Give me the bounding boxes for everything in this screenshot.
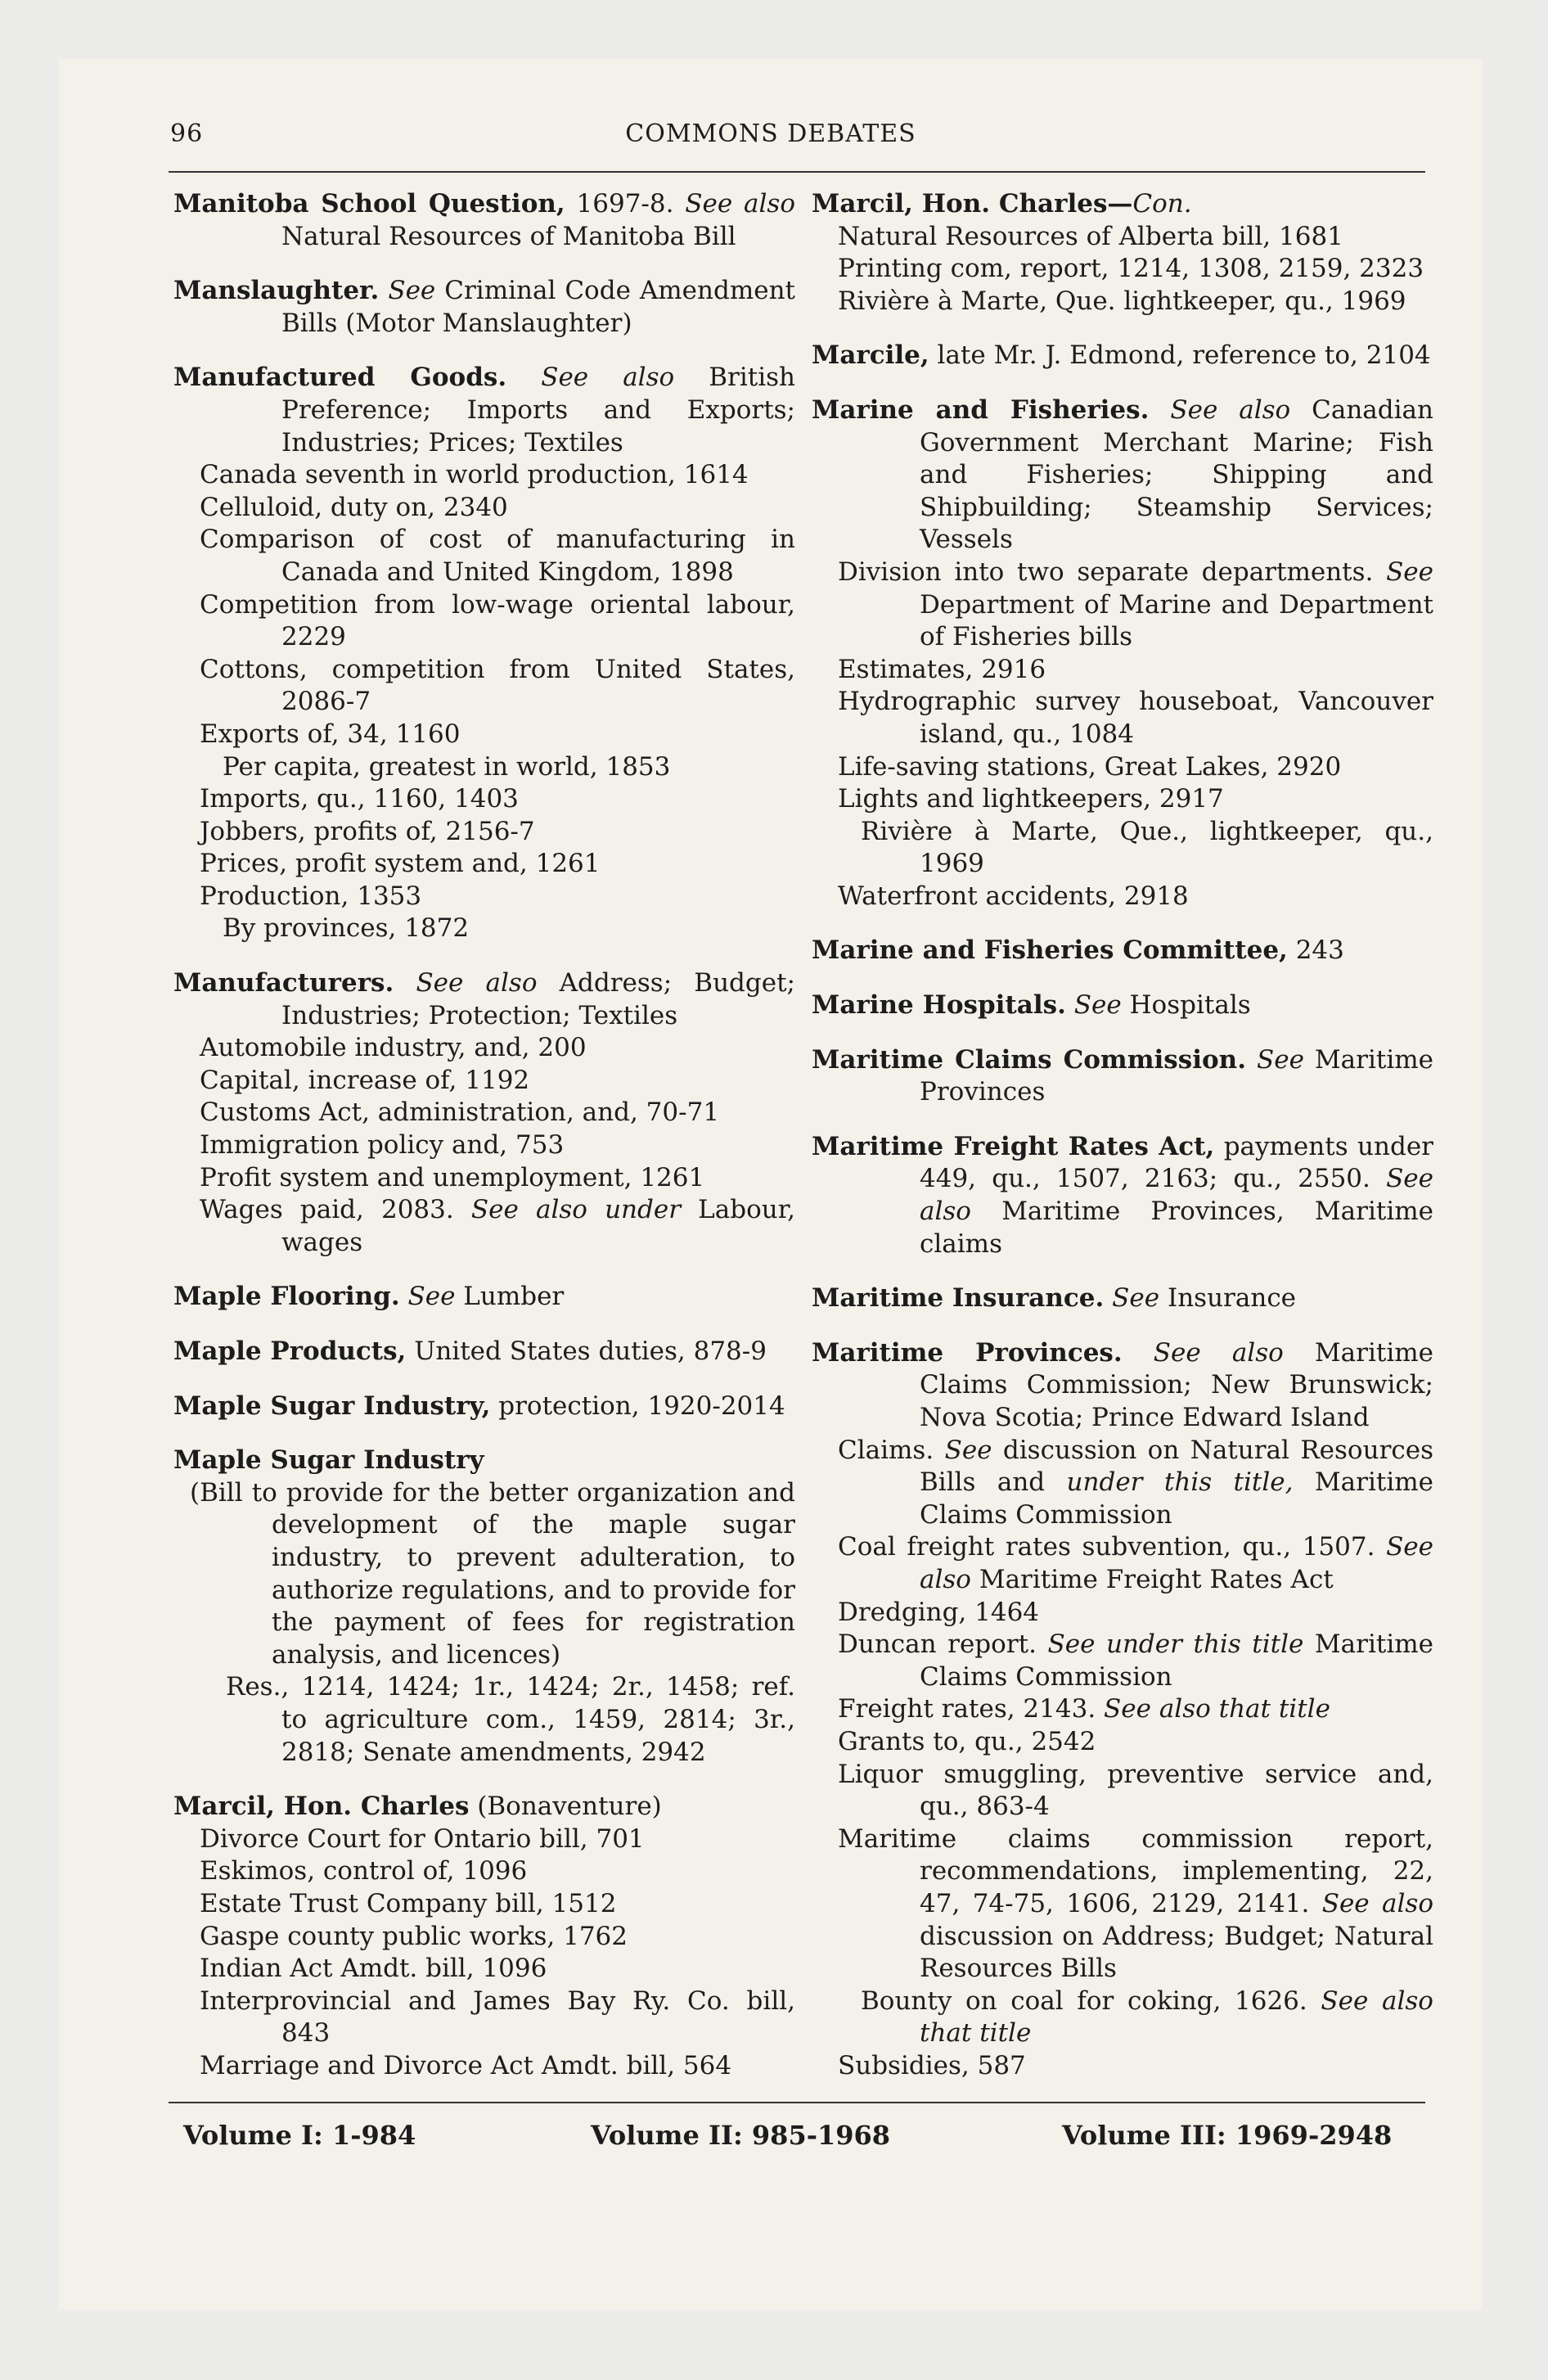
index-heading: Marcile, late Mr. J. Edmond, reference to, 2104 [812, 340, 1431, 371]
index-subentry: Eskimos, control of, 1096 [200, 1856, 528, 1886]
index-subentry: Estimates, 2916 [838, 654, 1046, 684]
index-heading: Marcil, Hon. Charles—Con. [812, 189, 1192, 219]
left-index-column [173, 188, 795, 2104]
index-subentry: Customs Act, administration, and, 70-71 [200, 1098, 720, 1128]
index-subentry: Claims. See discussion on Natural Resources Bills and under this title, Maritime Claims Commission [838, 1435, 1433, 1530]
header-rule [169, 171, 1425, 173]
index-subentry: Jobbers, profits of, 2156-7 [200, 816, 535, 846]
index-subentry: Liquor smuggling, preventive service and, qu., 863-4 [838, 1759, 1433, 1822]
index-heading: Marine and Fisheries Committee, 243 [812, 935, 1344, 966]
index-entry [173, 362, 795, 945]
index-subentry: Automobile industry, and, 200 [200, 1033, 587, 1063]
index-subentry: Res., 1214, 1424; 1r., 1424; 2r., 1458; ref. to agriculture com., 1459, 2814; 3r., 2818; Senate amendments, 2942 [226, 1672, 795, 1767]
index-entry [812, 340, 1433, 372]
index-heading: Manufactured Goods. See also British Preference; Imports and Exports; Industries; Prices; Textiles [173, 363, 795, 458]
index-subentry: Coal freight rates subvention, qu., 1507. See also Maritime Freight Rates Act [838, 1532, 1433, 1594]
index-subentry: Natural Resources of Alberta bill, 1681 [838, 221, 1343, 251]
index-subentry: Per capita, greatest in world, 1853 [223, 751, 671, 782]
index-entry [812, 1282, 1433, 1315]
index-subentry: Freight rates, 2143. See also that title [838, 1694, 1330, 1724]
index-subentry: By provinces, 1872 [223, 913, 470, 944]
index-entry [173, 188, 795, 253]
index-subentry: Grants to, qu., 2542 [838, 1726, 1096, 1756]
index-subentry: Rivière à Marte, Que. lightkeeper, qu., 1969 [838, 286, 1406, 316]
index-subentry: Rivière à Marte, Que., lightkeeper, qu., 1969 [861, 816, 1433, 879]
index-entry [812, 1131, 1433, 1260]
page-number: 96 [170, 119, 204, 148]
index-subentry: Divorce Court for Ontario bill, 701 [200, 1823, 645, 1854]
index-heading: Marine Hospitals. See Hospitals [812, 990, 1251, 1021]
index-entry [812, 394, 1433, 913]
index-heading: Maritime Freight Rates Act, payments under 449, qu., 1507, 2163; qu., 2550. See also Maritime Provinces, Maritime claims [812, 1131, 1433, 1259]
index-subentry: Marriage and Divorce Act Amdt. bill, 564 [200, 2050, 732, 2080]
index-subentry: Interprovincial and James Bay Ry. Co. bill, 843 [200, 1986, 795, 2049]
index-subentry: Immigration policy and, 753 [200, 1130, 565, 1161]
index-entry [812, 989, 1433, 1022]
index-subentry: Capital, increase of, 1192 [200, 1065, 530, 1095]
index-subentry: Profit system and unemployment, 1261 [200, 1162, 705, 1192]
index-subentry: Gaspe county public works, 1762 [200, 1921, 628, 1951]
index-entry [173, 1391, 795, 1423]
page-header [116, 119, 1425, 152]
index-entry [173, 1791, 795, 2082]
index-subentry: Canada seventh in world production, 1614 [200, 460, 749, 490]
index-subentry: Celluloid, duty on, 2340 [200, 492, 508, 522]
index-heading: Manitoba School Question, 1697-8. See also Natural Resources of Manitoba Bill [173, 189, 795, 251]
index-subentry: Lights and lightkeepers, 2917 [838, 784, 1224, 814]
index-subentry: Competition from low-wage oriental labour, 2229 [200, 589, 795, 652]
index-subentry: Indian Act Amdt. bill, 1096 [200, 1954, 547, 1984]
index-entry [173, 1281, 795, 1314]
index-subentry: Comparison of cost of manufacturing in Canada and United Kingdom, 1898 [200, 525, 795, 587]
index-subentry: Printing com, report, 1214, 1308, 2159, 2323 [838, 254, 1424, 284]
index-heading: Maritime Insurance. See Insurance [812, 1283, 1297, 1314]
index-subentry: Hydrographic survey houseboat, Vancouver island, qu., 1084 [838, 687, 1433, 749]
index-entry [812, 188, 1433, 318]
index-subentry: (Bill to provide for the better organization and development of the maple sugar industry, to prevent adulteration, to authorize regulations, and to provide for the payment of fees for registration analysis, and licences) [190, 1477, 795, 1670]
index-heading: Marine and Fisheries. See also Canadian Government Merchant Marine; Fish and Fisheries; Shipping and Shipbuilding; Steamship Services; Vessels [812, 394, 1433, 555]
index-heading: Maple Products, United States duties, 878-9 [173, 1336, 767, 1366]
index-subentry: Bounty on coal for coking, 1626. See also that title [861, 1986, 1433, 2049]
index-heading: Maritime Claims Commission. See Maritime Provinces [812, 1044, 1433, 1107]
index-subentry: Imports, qu., 1160, 1403 [200, 784, 519, 814]
index-subentry: Maritime claims commission report, recommendations, implementing, 22, 47, 74-75, 1606, 2129, 2141. See also discussion on Address; Budget; Natural Resources Bills [838, 1823, 1433, 1984]
index-entry [812, 1044, 1433, 1109]
index-subentry: Production, 1353 [200, 881, 422, 911]
index-entry [173, 1445, 795, 1769]
index-heading: Manslaughter. See Criminal Code Amendment Bills (Motor Manslaughter) [173, 276, 795, 338]
index-subentry: Division into two separate departments. See Department of Marine and Department of Fisheries bills [838, 557, 1433, 652]
index-subentry: Wages paid, 2083. See also under Labour, wages [200, 1195, 795, 1257]
volume-3-range: Volume III: 1969-2948 [1062, 2120, 1393, 2151]
index-entry [812, 935, 1433, 967]
index-subentry: Waterfront accidents, 2918 [838, 881, 1189, 911]
index-entry [173, 275, 795, 340]
index-heading: Manufacturers. See also Address; Budget; Industries; Protection; Textiles [173, 968, 795, 1030]
index-subentry: Life-saving stations, Great Lakes, 2920 [838, 751, 1342, 782]
index-subentry: Duncan report. See under this title Maritime Claims Commission [838, 1629, 1433, 1692]
index-heading: Maple Sugar Industry, protection, 1920-2014 [173, 1391, 785, 1421]
volume-footer [172, 2120, 1424, 2156]
volume-2-range: Volume II: 985-1968 [591, 2120, 891, 2151]
index-heading: Maple Sugar Industry [173, 1445, 484, 1476]
volume-1-range: Volume I: 1-984 [183, 2120, 416, 2151]
index-entry [173, 1336, 795, 1368]
index-entry [173, 967, 795, 1259]
index-subentry: Dredging, 1464 [838, 1597, 1040, 1627]
index-subentry: Subsidies, 587 [838, 2050, 1026, 2080]
index-subentry: Prices, profit system and, 1261 [200, 849, 601, 879]
index-heading: Marcil, Hon. Charles (Bonaventure) [173, 1792, 662, 1822]
page-title: COMMONS DEBATES [625, 119, 916, 148]
right-index-column [812, 188, 1433, 2104]
footer-rule [169, 2102, 1425, 2103]
index-subentry: Cottons, competition from United States, 2086-7 [200, 654, 795, 717]
index-heading: Maple Flooring. See Lumber [173, 1282, 565, 1312]
index-subentry: Exports of, 34, 1160 [200, 719, 461, 749]
index-subentry: Estate Trust Company bill, 1512 [200, 1888, 617, 1918]
index-heading: Maritime Provinces. See also Maritime Claims Commission; New Brunswick; Nova Scotia; Prince Edward Island [812, 1337, 1433, 1432]
index-entry [812, 1337, 1433, 2083]
